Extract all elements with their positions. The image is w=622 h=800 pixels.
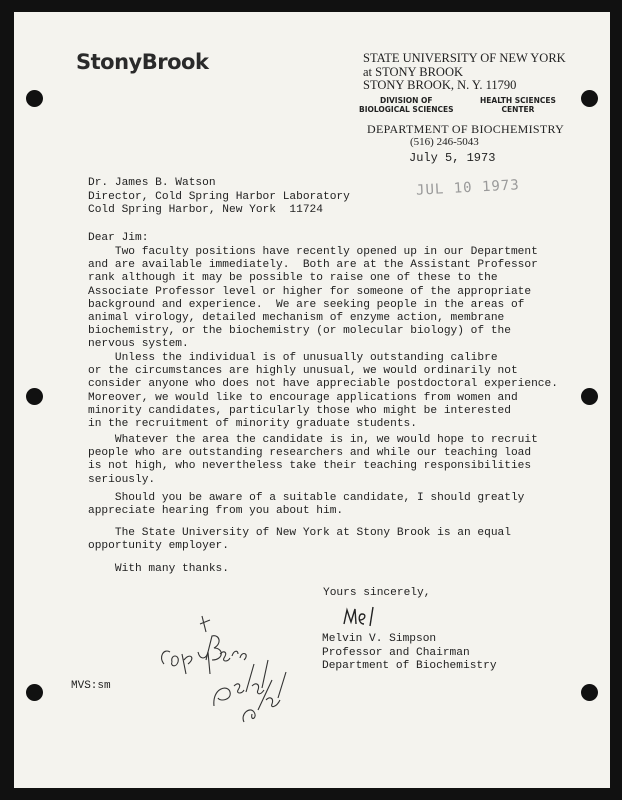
handwritten-routing-note <box>154 602 294 732</box>
salutation: Dear Jim: <box>88 232 149 244</box>
punch-hole <box>581 388 598 405</box>
punch-hole <box>26 684 43 701</box>
body-paragraph: The State University of New York at Stony Brook is an equal opportunity employer. <box>88 527 511 553</box>
university-logo: StonyBrook <box>76 50 209 74</box>
department-phone: (516) 246-5043 <box>410 136 479 148</box>
health-center-label: HEALTH SCIENCES CENTER <box>480 96 556 114</box>
body-paragraph: Whatever the area the candidate is in, we would hope to recruit people who are outstanding researchers and while our teaching load is not high, who nevertheless take their teaching responsibilities seriously. <box>88 434 538 486</box>
body-paragraph: Two faculty positions have recently opened up in our Department and are available immediately. Both are at the Assistant Professor rank although it may be possible to raise one of these to the Associate Professor level or higher for someone of the appropriate background and experience. We are seeking people in the areas of animal virology, detailed mechanism of enzyme action, membrane biochemistry, or the biochemistry (or molecular biology) of the nervous system. <box>88 246 538 351</box>
received-stamp: JUL 10 1973 <box>415 177 521 199</box>
signer-block: Melvin V. Simpson Professor and Chairman Department of Biochemistry <box>322 633 497 672</box>
university-address: STATE UNIVERSITY OF NEW YORK at STONY BROOK STONY BROOK, N. Y. 11790 <box>363 51 566 92</box>
body-paragraph: With many thanks. <box>88 563 229 575</box>
letter-date: July 5, 1973 <box>409 151 496 165</box>
letter-page <box>14 12 610 788</box>
signature-initials <box>341 604 385 630</box>
typist-initials: MVS:sm <box>71 680 111 692</box>
closing: Yours sincerely, <box>323 587 431 599</box>
punch-hole <box>581 90 598 107</box>
division-label: DIVISION OF BIOLOGICAL SCIENCES <box>359 96 454 114</box>
body-paragraph: Should you be aware of a suitable candidate, I should greatly appreciate hearing from you about him. <box>88 492 525 518</box>
department-name: DEPARTMENT OF BIOCHEMISTRY <box>367 122 565 136</box>
punch-hole <box>26 90 43 107</box>
punch-hole <box>581 684 598 701</box>
recipient-address: Dr. James B. Watson Director, Cold Spring Harbor Laboratory Cold Spring Harbor, New York 11724 <box>88 177 350 216</box>
body-paragraph: Unless the individual is of unusually outstanding calibre or the circumstances are highly unusual, we would ordinarily not consider anyone who does not have appreciable postdoctoral experience. Moreover, we would like to encourage applications from women and minority candidates, particularly those who might be interested in the recruitment of minority graduate students. <box>88 352 558 431</box>
punch-hole <box>26 388 43 405</box>
